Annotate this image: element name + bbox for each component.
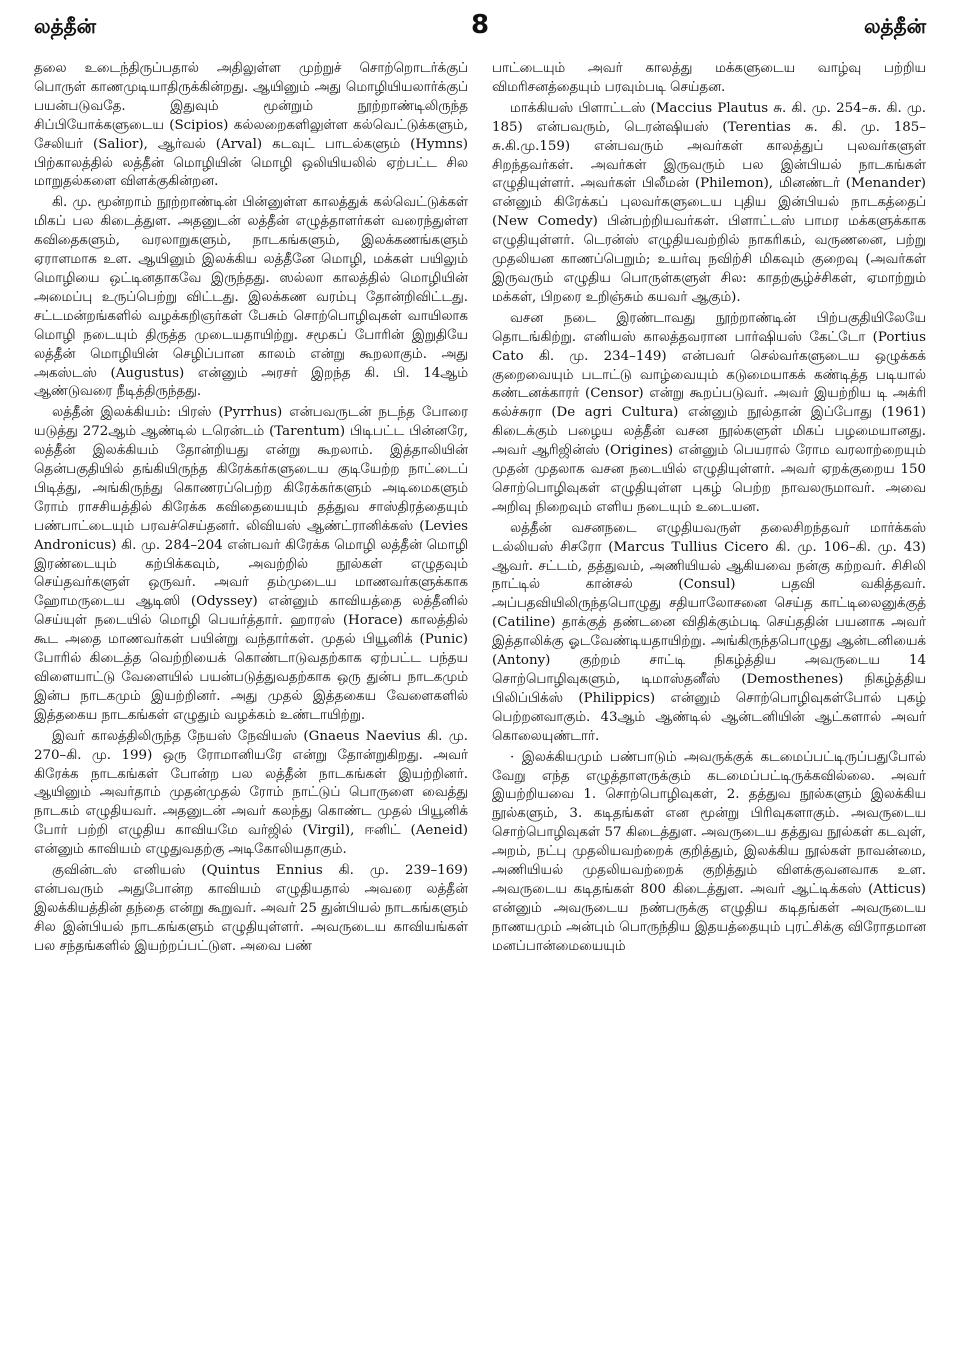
page-number: 8 [470,10,490,40]
paragraph: லத்தீன் வசனநடை எழுதியவருள் தலைசிறந்தவர் மார்க்கஸ் டல்லியஸ் சிசரோ (Marcus Tullius Cicero கி. மு. 106–கி. மு. 43) ஆவர். சட்டம், தத்துவம், அணியியல் ஆகியவை நன்கு கற்றவர். சிசிலி நாட்டில் கான்சல் (Consul) பதவி வகித்தவர். அப்பதவியிலிருந்தபொழுது சதியாலோசனை செய்த காட்டிலைனுக்குத் (Catiline) தாக்குத் தண்டனை விதிக்கும்படி செய்ததின் பயனாக அவர் இத்தாலிக்கு ஓடவேண்டியதாயிற்று. அங்கிருந்தபொழுது ஆன்டனியைக் (Antony) குற்றம் சாட்டி நிகழ்த்திய அவருடைய 14 சொற்பொழிவுகளும், டிமாஸ்தனீஸ் (Demosthenes) நிகழ்த்திய பிலிப்பிக்ஸ் (Philippics) என்னும் சொற்பொழிவுகள்போல் புகழ் பெற்றனவாகும். 43ஆம் ஆண்டில் ஆன்டனியின் ஆட்களால் அவர் கொலையுண்டார். [492,520,926,744]
paragraph: · இலக்கியமும் பண்பாடும் அவருக்குக் கடமைப்பட்டிருப்பதுபோல் வேறு எந்த எழுத்தாளருக்கும் கடமைப்பட்டிருக்கவில்லை. அவர் இயற்றியவை 1. சொற்பொழிவுகள், 2. தத்துவ நூல்களும் இலக்கிய நூல்களும், 3. கடிதங்கள் என மூன்று பிரிவுகளாகும். அவருடைய சொற்பொழிவுகள் 57 கிடைத்துள. அவருடைய தத்துவ நூல்கள் கடவுள், அறம், நட்பு முதலியவற்றைக் குறித்தும், இலக்கிய நூல்கள் நாவன்மை, அணியியல் முதலியவற்றைக் குறித்தும் விளக்குவனவாக உள. அவருடைய கடிதங்கள் 800 கிடைத்துள. அவர் ஆட்டிக்கஸ் (Atticus) என்னும் அவருடைய நண்பருக்கு எழுதிய கடிதங்கள் அவருடைய நாணயமும் அன்பும் பொருந்திய இதயத்தையும் புரட்சிக்கு விரோதமான மனப்பான்மையையும் [492,749,926,954]
paragraph: லத்தீன் இலக்கியம்: பிரஸ் (Pyrrhus) என்பவருடன் நடந்த போரை யடுத்து 272ஆம் ஆண்டில் டரென்டம் (Tarentum) பிடிபட்ட பின்னரே, லத்தீன் இலக்கியம் தோன்றியது என்று கூறலாம். இத்தாலியின் தென்பகுதியில் தங்கியிருந்த கிரேக்கர்களுடைய குடியேற்ற நாட்டைப் பிடித்து, அங்கிருந்து கொணரப்பெற்ற கிரேக்கர்களும் அடிமைகளும் ரோம் ராசசியத்தில் கிரேக்க கவிதையையும் தத்துவ சாஸ்திரத்தையும் பண்பாட்டையும் பரவச்செய்தனர். லிவியஸ் ஆண்ட்ரானிக்கஸ் (Levies Andronicus) கி. மு. 284–204 என்பவர் கிரேக்க மொழி லத்தீன் மொழி இரண்டையும் கற்பிக்கவும், அவற்றில் நூல்கள் எழுதவும் செய்தவர்களுள் ஒருவர். அவர் தம்முடைய மாணவர்களுக்காக ஹோமருடைய ஆடிஸி (Odyssey) என்னும் காவியத்தை லத்தீனில் செய்யுள் நடையில் மொழி பெயர்த்தார். ஹாரஸ் (Horace) காலத்தில் கூட அதை மாணவர்கள் பயின்று வந்தார்கள். முதல் பியூனிக் (Punic) போரில் கிடைத்த வெற்றியைக் கொண்டாடுவதற்காக ஏற்பட்ட பந்தய விளையாட்டு வேளையில் பயன்படுத்துவதற்காக ஒரு துன்ப நாடகமும் இன்ப நாடகமும் இயற்றினர். அது முதல் இத்தகைய வேளைகளில் இத்தகைய நாடகங்கள் எழுதும் வழக்கம் உண்டாயிற்று. [34,405,468,723]
paragraph: குவின்டஸ் எனியஸ் (Quintus Ennius கி. மு. 239–169) என்பவரும் அதுபோன்ற காவியம் எழுதியதால் அவரை லத்தீன் இலக்கியத்தின் தந்தை என்று கூறுவர். அவர் 25 துன்பியல் நாடகங்களும் சில இன்பியல் நாடகங்களும் எழுதியுள்ளர். அவருடைய காவியங்கள் பல சந்தங்களில் இயற்றப்பட்டுள. அவை பண் [34,863,468,954]
paragraph: தலை உடைந்திருப்பதால் அதிலுள்ள முற்றுச் சொற்றொடர்க்குப் பொருள் காணமுடியாதிருக்கின்றது. ஆயினும் அது மொழியியலார்க்குப் பயன்படுவதே. இதுவும் மூன்றும் நூற்றாண்டிலிருந்த சிப்பியோக்களுடைய (Scipios) கல்லறைகளிலுள்ள கல்வெட்டுக்களும், சேலியர் (Salior), ஆர்வல் (Arval) கடவுட் பாடல்களும் (Hymns) பிற்காலத்தில் லத்தீன் மொழியின் மொழி ஒலியியலில் ஏற்பட்ட சில மாறுதல்களை விளக்குகின்றன. [34,61,468,190]
running-head-left: லத்தீன் [34,14,97,38]
right-column [492,60,926,1352]
paragraph: இவர் காலத்திலிருந்த நேயஸ் நேவியஸ் (Gnaeus Naevius கி. மு. 270–கி. மு. 199) ஒரு ரோமானியரே என்று தோன்றுகிறது. அவர் கிரேக்க நாடகங்கள் போன்ற பல லத்தீன் நாடகங்கள் இயற்றினர். ஆயினும் அவர்தாம் முதன்முதல் ரோம் நாட்டுப் பொருளை வைத்து நாடகம் எழுதியவர். அதனுடன் அவர் கலந்து கொண்ட முதல் பியூனிக் போர் பற்றி எழுதிய காவியமே வர்ஜில் (Virgil), ஈனிட் (Aeneid) என்னும் காவியம் எழுதுவதற்கு அடிகோலியதாகும். [34,728,468,858]
page-header [34,10,926,50]
paragraph: கி. மு. மூன்றாம் நூற்றாண்டின் பின்னுள்ள காலத்துக் கல்வெட்டுக்கள் மிகப் பல கிடைத்துள. அதனுடன் லத்தீன் எழுத்தாளர்கள் வரைந்துள்ள கவிதைகளும், வரலாறுகளும், நாடகங்களும், இலக்கணங்களும் ஏராளமாக உள. ஆயினும் இலக்கிய லத்தீனே மொழி, மக்கள் பயிலும் மொழியை ஒட்டினதாகவே இருந்தது. ஸல்லா காலத்தில் மொழியின் அமைப்பு உருப்பெற்று விட்டது. இலக்கண வரம்பு தோன்றிவிட்டது. சட்டமன்றங்களில் வழக்கறிஞர்கள் பேசும் சொற்பொழிவுகள் வாயிலாக மொழி நடையும் திருத்த முடையதாயிற்று. சமூகப் போரின் இறுதியே லத்தீன் மொழியின் செழிப்பான காலம் என்று கூறலாகும். அது அகஸ்டஸ் (Augustus) என்னும் அரசர் இறந்த கி. பி. 14ஆம் ஆண்டுவரை நீடித்திருந்தது. [34,195,468,400]
left-column [34,60,468,1352]
paragraph: பாட்டையும் அவர் காலத்து மக்களுடைய வாழ்வு பற்றிய விமரிசனத்தையும் பரவும்படி செய்தன. [492,61,926,95]
running-head-right: லத்தீன் [863,14,926,38]
text-columns [34,60,926,1352]
paragraph: வசன நடை இரண்டாவது நூற்றாண்டின் பிற்பகுதியிலேயே தொடங்கிற்று. எனியஸ் காலத்தவரான பார்ஷியஸ் கேட்டோ (Portius Cato கி. மு. 234–149) என்பவர் செல்வர்களுடைய ஒழுக்கக் குறைவையும் படாட்டு வாழ்வையும் கடுமையாகக் கண்டித்த படியால் கண்டனக்காரர் (Censor) என்று கூறப்படுவர். அவர் இயற்றிய டி அக்ரி கல்ச்சுரா (De agri Cultura) என்னும் நூல்தான் இப்போது (1961) கிடைக்கும் பழைய லத்தீன் வசன நூல்களுள் மிகப் பழமையானது. அவர் ஆரிஜின்ஸ் (Origines) என்னும் பெயரால் ரோம வரலாற்றையும் முதன் முதலாக வசன நடையில் எழுதியுள்ளர். அவர் ஏறக்குறைய 150 சொற்பொழிவுகள் எழுதியுள்ள புகழ் பெற்ற நாவலருமாவர். அவை அறிவு நிறைவும் எளிய நடையும் உடையன. [492,310,926,515]
paragraph: மாக்கியஸ் பிளாட்டஸ் (Maccius Plautus சு. கி. மு. 254–சு. கி. மு. 185) என்பவரும், டெரன்ஷியஸ் (Terentias சு. கி. மு. 185–சு.கி.மு.159) என்பவரும் அவர்கள் காலத்துப் புலவர்களுள் சிறந்தவர்கள். அவர்கள் இருவரும் பல இன்பியல் நாடகங்கள் எழுதியுள்ளர். அவர்கள் பிலீமன் (Philemon), மினண்டர் (Menander) என்னும் கிரேக்கப் புலவர்களுடைய புதிய இன்பியல் நாடகத்தைப் (New Comedy) பின்பற்றியவர்கள். பிளாட்டஸ் பாமர மக்களுக்காக எழுதியுள்ளர். டெரன்ஸ் எழுதியவற்றில் நாகரிகம், வருணனை, பற்று முதலியன காணப்பெறும்; உயர்வு நவிற்சி மிகவும் குறைவு (அவர்கள் இருவரும் எழுதிய பொருள்களுள் சில: காதற்சூழ்ச்சிகள், ஏமாற்றும் மக்கள், பிறரை உறிஞ்சும் கயவர் ஆகும்). [492,100,926,305]
